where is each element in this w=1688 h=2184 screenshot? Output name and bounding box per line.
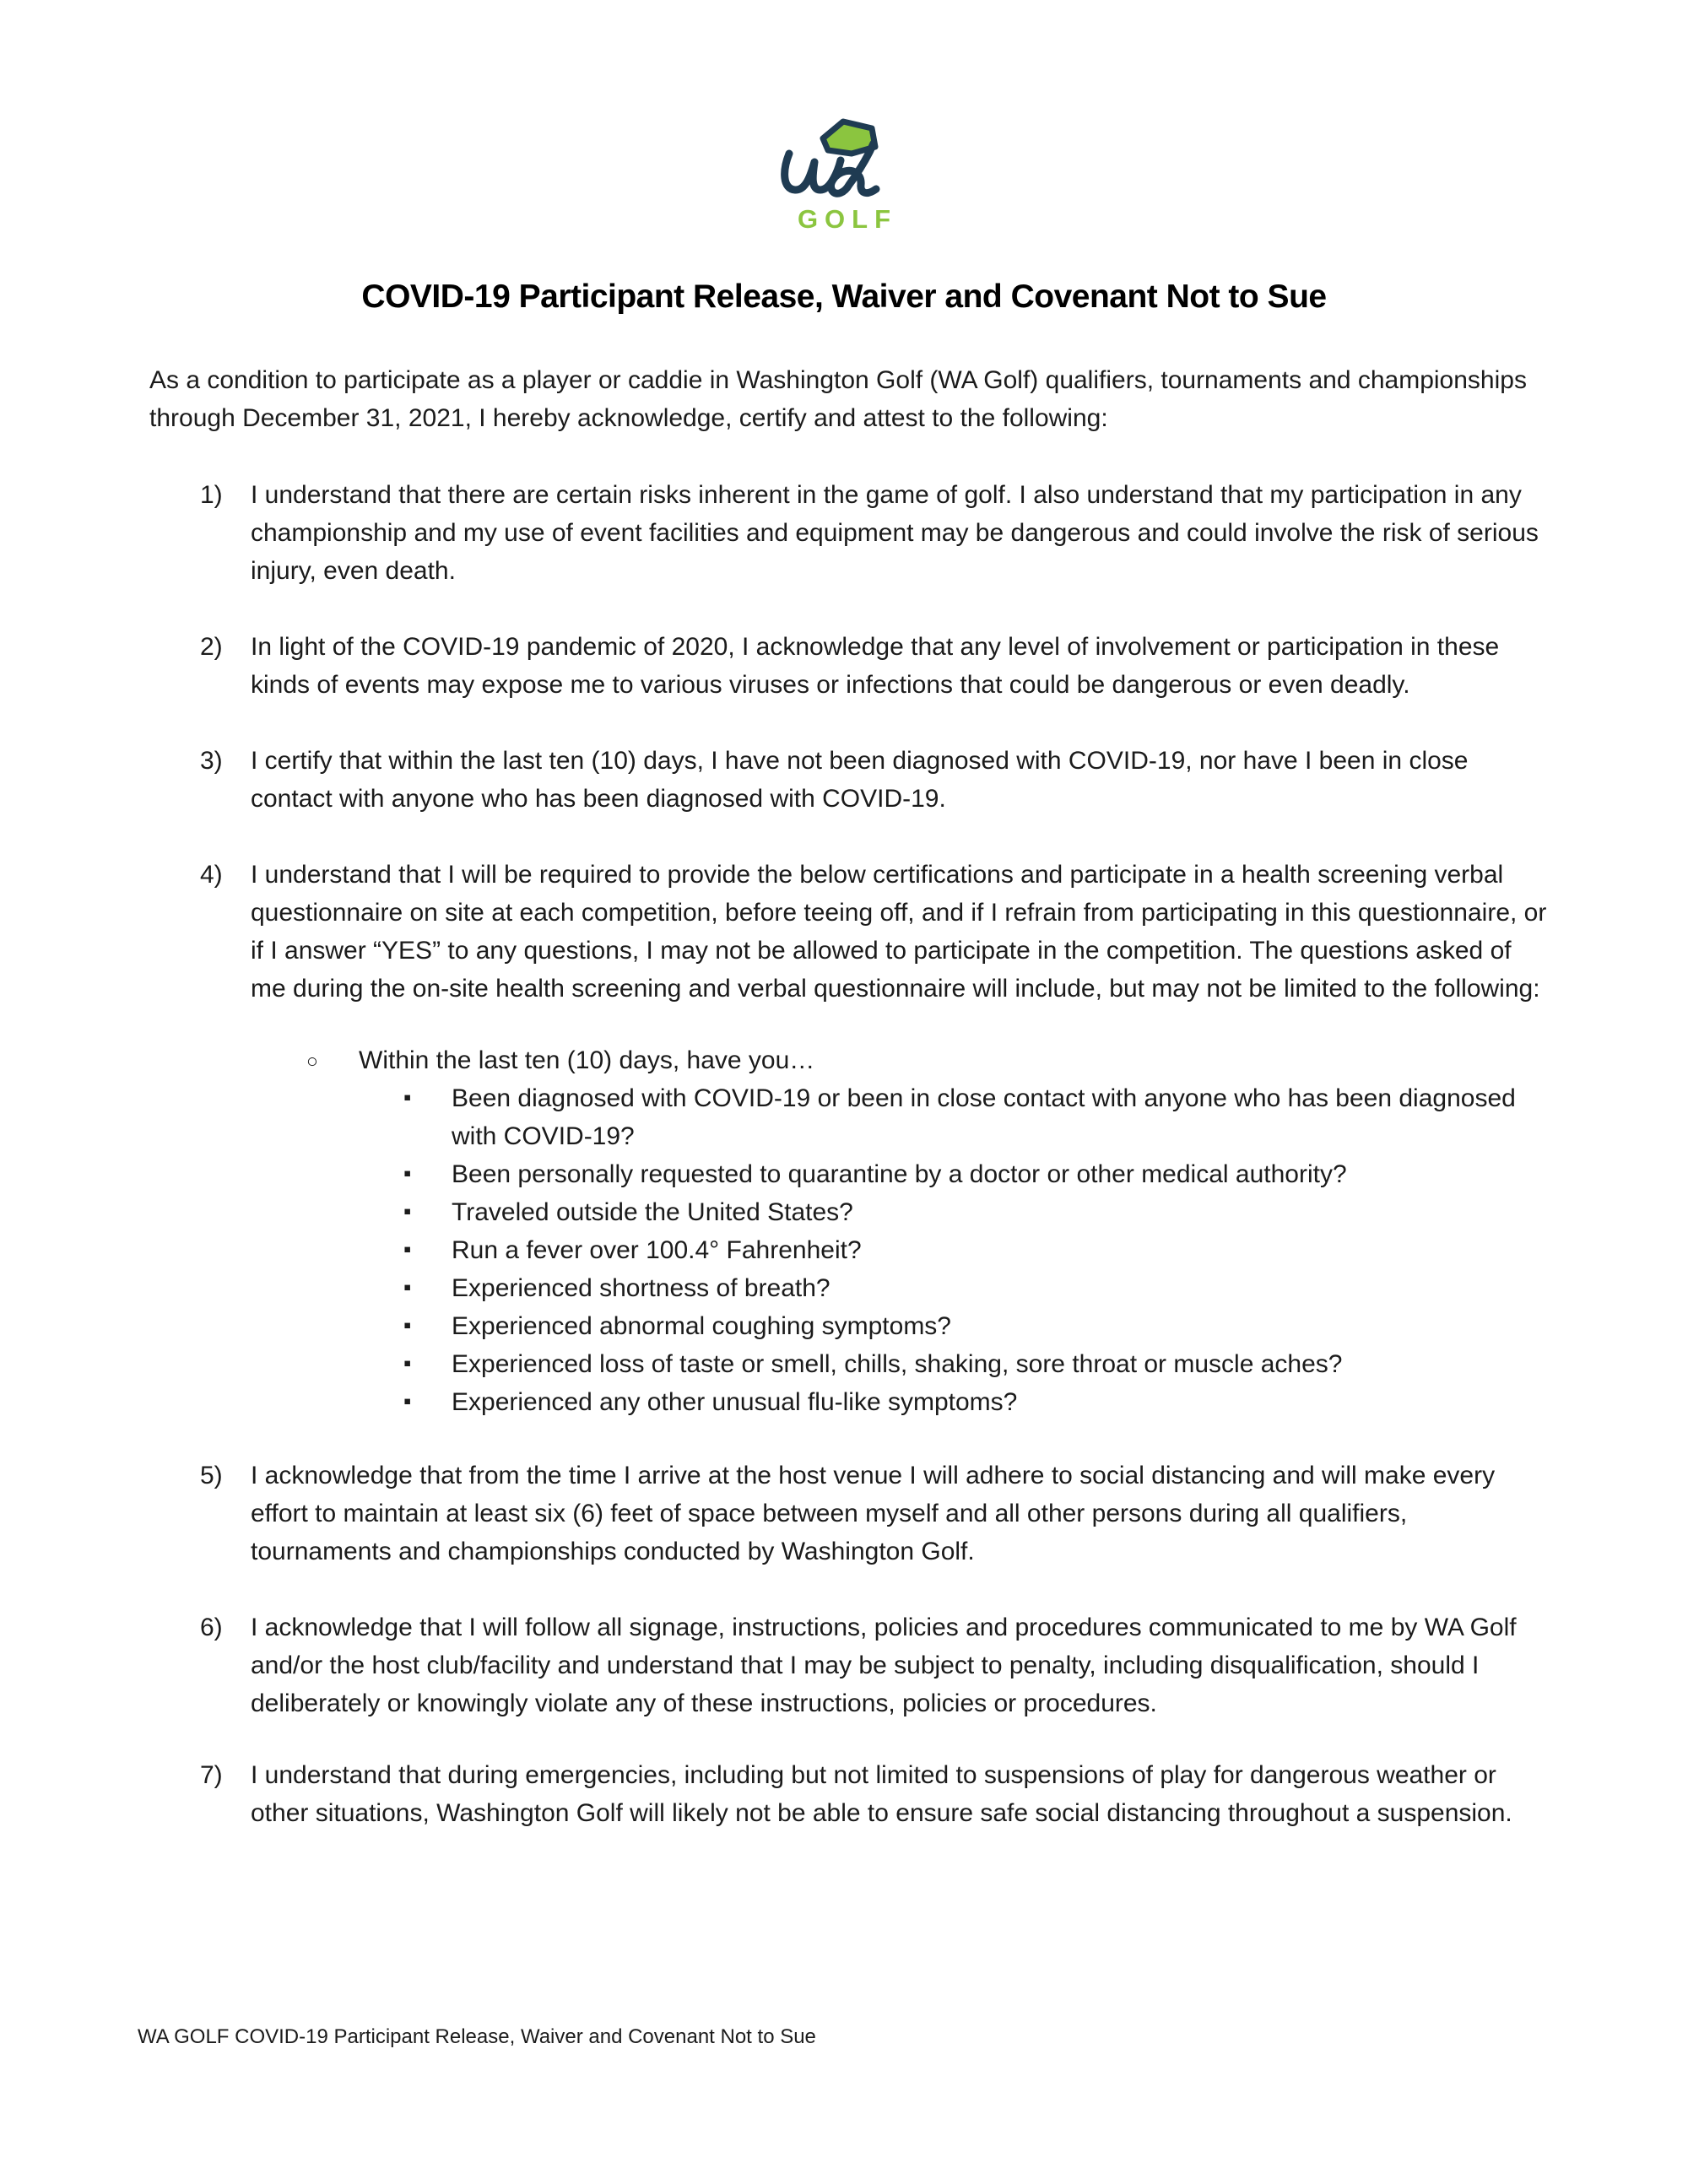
list-item-6	[149, 1608, 1549, 1722]
wa-monogram-icon	[781, 118, 907, 201]
square-bullet: ▪	[403, 1160, 412, 1186]
list-item-number: 7)	[200, 1761, 223, 1789]
square-bullet: ▪	[403, 1274, 412, 1300]
screening-intro-item	[149, 1041, 1549, 1079]
screening-question-text: Experienced shortness of breath?	[452, 1274, 830, 1302]
document-body	[149, 361, 1549, 1870]
page-title: COVID-19 Participant Release, Waiver and Covenant Not to Sue	[361, 278, 1327, 315]
square-bullet: ▪	[403, 1084, 412, 1110]
list-item-text: I certify that within the last ten (10) days, I have not been diagnosed with COVID-19, nor have I been in close contact with anyone who has been diagnosed with COVID-19.	[251, 747, 1469, 813]
list-item-7	[149, 1756, 1549, 1832]
list-item-text: In light of the COVID-19 pandemic of 2020, I acknowledge that any level of involvement or participation in these kinds of events may expose me to various viruses or infections that could be dangerous or even deadly.	[251, 633, 1500, 699]
list-item-text: I understand that during emergencies, including but not limited to suspensions of play for dangerous weather or other situations, Washington Golf will likely not be able to ensure safe social distancing throughout a suspension.	[251, 1761, 1512, 1827]
screening-question-text: Been diagnosed with COVID-19 or been in close contact with anyone who has been diagnosed with COVID-19?	[452, 1084, 1516, 1150]
list-item-1	[149, 476, 1549, 590]
list-item-text: I acknowledge that I will follow all signage, instructions, policies and procedures communicated to me by WA Golf and/or the host club/facility and understand that I may be subject to penalty, including disqualification, should I deliberately or knowingly violate any of these instructions, policies or procedures.	[251, 1614, 1517, 1717]
screening-intro-text: Within the last ten (10) days, have you…	[359, 1046, 815, 1074]
list-item-3	[149, 742, 1549, 818]
circle-bullet: ○	[306, 1050, 318, 1072]
list-item-text: I understand that I will be required to provide the below certifications and participate in a health screening verbal questionnaire on site at each competition, before teeing off, and if I refrain from participating in this questionnaire, or if I answer “YES” to any questions, I may not be allowed to participate in the competition. The questions asked of me during the on-site health screening and verbal questionnaire will include, but may not be limited to the following:	[251, 861, 1547, 1003]
list-item-number: 4)	[200, 861, 223, 889]
screening-question-text: Experienced abnormal coughing symptoms?	[452, 1312, 951, 1340]
list-item-number: 5)	[200, 1462, 223, 1489]
intro-paragraph: As a condition to participate as a player or caddie in Washington Golf (WA Golf) qualifiers, tournaments and championships through December 31, 2021, I hereby acknowledge, certify and attest to the following:	[149, 366, 1527, 432]
square-bullet: ▪	[403, 1236, 412, 1262]
screening-question-7	[149, 1345, 1549, 1383]
square-bullet: ▪	[403, 1350, 412, 1376]
list-item-4	[149, 856, 1549, 1008]
list-item-number: 3)	[200, 747, 223, 775]
list-item-2	[149, 628, 1549, 704]
square-bullet: ▪	[403, 1312, 412, 1338]
list-item-text: I understand that there are certain risks inherent in the game of golf. I also understand that my participation in any championship and my use of event facilities and equipment may be dangerous and could involve the risk of serious injury, even death.	[251, 481, 1539, 585]
list-item-5	[149, 1457, 1549, 1570]
screening-question-2	[149, 1155, 1549, 1193]
screening-question-4	[149, 1231, 1549, 1269]
screening-question-8	[149, 1383, 1549, 1421]
screening-question-text: Been personally requested to quarantine by a doctor or other medical authority?	[452, 1160, 1347, 1188]
page-footer: WA GOLF COVID-19 Participant Release, Waiver and Covenant Not to Sue	[138, 2025, 816, 2048]
list-item-number: 2)	[200, 633, 223, 661]
logo-wordmark: GOLF	[797, 204, 898, 234]
list-item-number: 1)	[200, 481, 223, 509]
screening-question-text: Run a fever over 100.4° Fahrenheit?	[452, 1236, 862, 1264]
screening-question-text: Experienced any other unusual flu-like symptoms?	[452, 1388, 1018, 1416]
screening-question-text: Traveled outside the United States?	[452, 1198, 853, 1226]
list-item-number: 6)	[200, 1614, 223, 1641]
screening-question-3	[149, 1193, 1549, 1231]
screening-question-1	[149, 1079, 1549, 1155]
square-bullet: ▪	[403, 1388, 412, 1414]
screening-question-6	[149, 1307, 1549, 1345]
square-bullet: ▪	[403, 1198, 412, 1224]
screening-question-list	[149, 1079, 1549, 1421]
wa-golf-logo	[0, 118, 1688, 235]
screening-question-text: Experienced loss of taste or smell, chills, shaking, sore throat or muscle aches?	[452, 1350, 1343, 1378]
screening-question-5	[149, 1269, 1549, 1307]
list-item-text: I acknowledge that from the time I arrive at the host venue I will adhere to social distancing and will make every effort to maintain at least six (6) feet of space between myself and all other persons during all qualifiers, tournaments and championships conducted by Washington Golf.	[251, 1462, 1496, 1565]
